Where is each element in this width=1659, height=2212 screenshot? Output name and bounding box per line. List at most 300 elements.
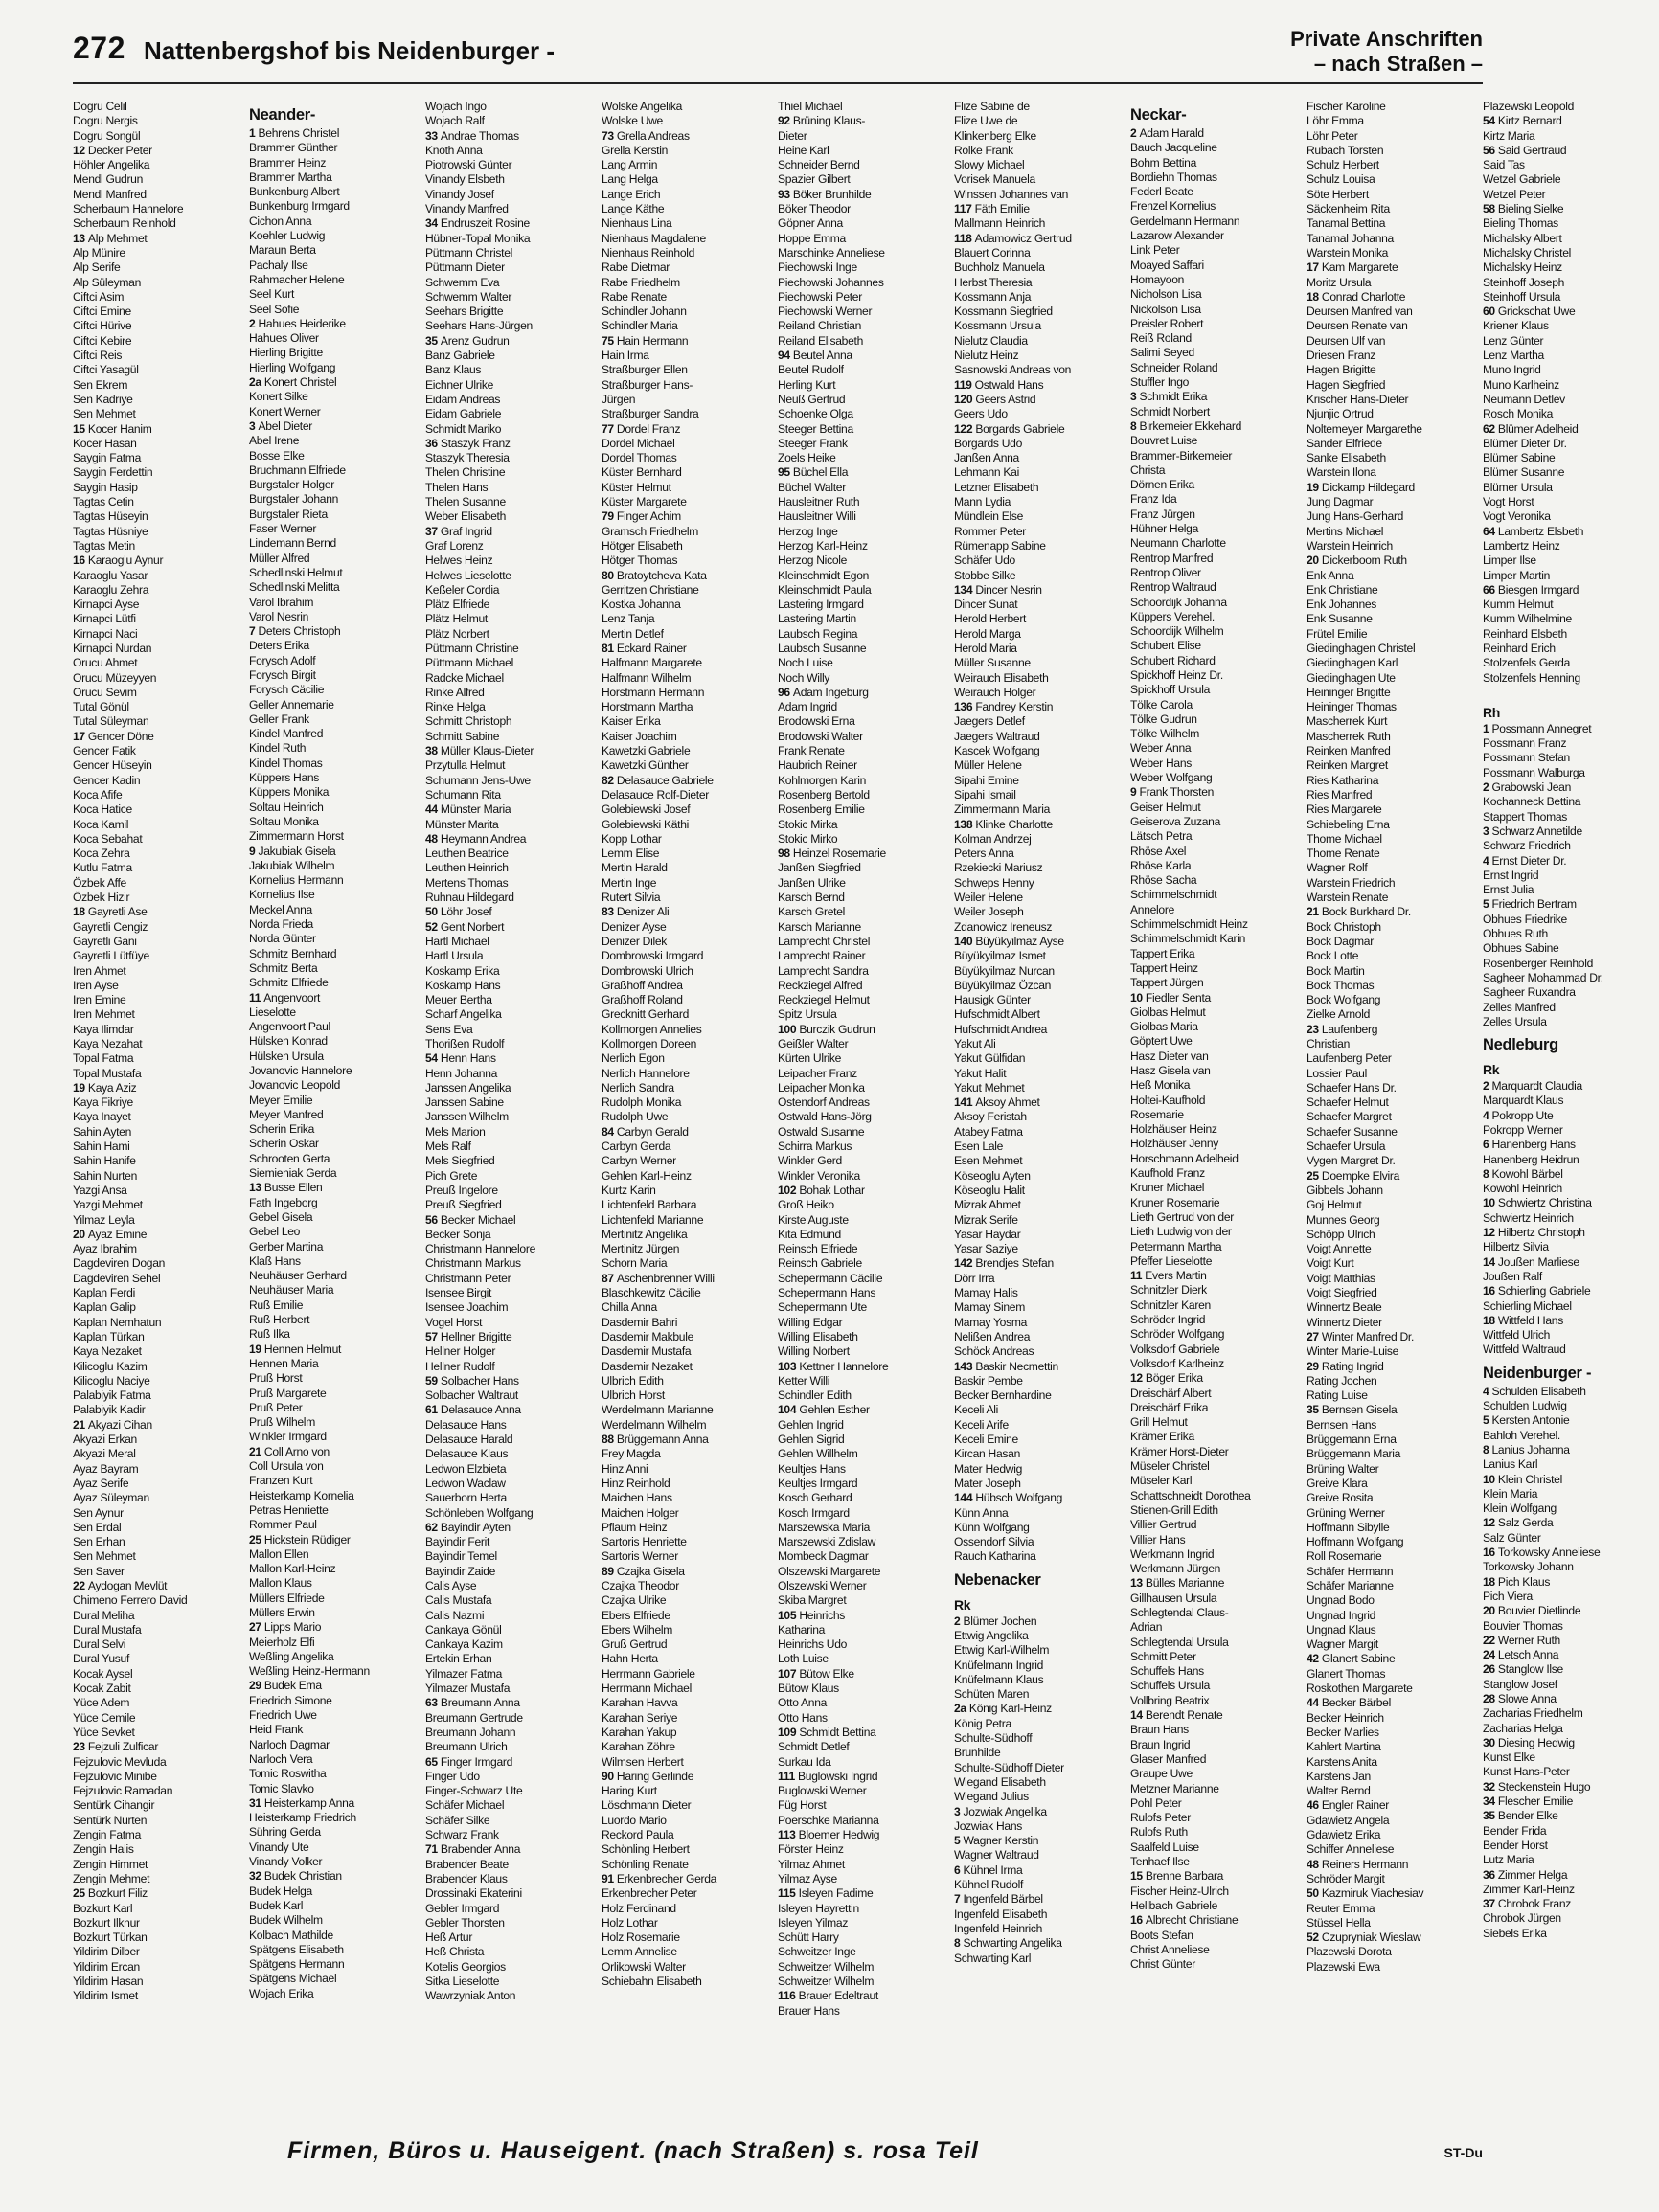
directory-entry: Brammer-Birkemeier	[1130, 448, 1233, 463]
house-number: 63	[425, 1696, 441, 1710]
house-number: 5	[1483, 897, 1492, 912]
directory-entry: Gebler Thorsten	[425, 1915, 505, 1930]
directory-entry: Dasdemir Bahri	[602, 1315, 678, 1329]
directory-entry: Hierling Brigitte	[249, 346, 323, 360]
directory-entry: Nelißen Andrea	[954, 1329, 1031, 1343]
street-heading: Neckar-	[1130, 106, 1187, 124]
directory-entry: Schepermann Hans	[778, 1286, 876, 1300]
directory-entry: Mendl Manfred	[73, 187, 147, 201]
directory-entry: Fath Ingeborg	[249, 1195, 318, 1209]
directory-entry: 136 Fandrey Kerstin	[954, 700, 1054, 714]
directory-entry: Wagner Waltraud	[954, 1848, 1039, 1862]
house-number: 141	[954, 1095, 976, 1110]
house-number: 18	[1483, 1574, 1498, 1589]
house-number: 35	[1483, 1809, 1498, 1823]
directory-entry: Rating Luise	[1307, 1388, 1368, 1403]
directory-entry: Schäfer Hermann	[1307, 1564, 1394, 1578]
directory-entry: Volksdorf Gabriele	[1130, 1342, 1220, 1356]
directory-entry: Akyazi Meral	[73, 1447, 136, 1461]
directory-entry: Deters Erika	[249, 639, 309, 653]
directory-entry: 56 Said Gertraud	[1483, 143, 1567, 157]
directory-entry: Adrian	[1130, 1620, 1163, 1635]
directory-entry: Karsch Marianne	[778, 919, 861, 934]
directory-entry: 65 Finger Irmgard	[425, 1754, 513, 1769]
directory-entry: 88 Brüggemann Anna	[602, 1433, 709, 1447]
directory-entry: Sen Kadriye	[73, 392, 133, 406]
directory-entry: Marszewski Zdislaw	[778, 1535, 876, 1549]
directory-entry: Neuß Gertrud	[778, 392, 846, 406]
directory-entry: Wiegand Elisabeth	[954, 1774, 1046, 1789]
directory-entry: Skiba Margret	[778, 1593, 847, 1608]
directory-entry: Keultjes Hans	[778, 1461, 846, 1476]
directory-entry: Burgstaler Rieta	[249, 507, 328, 521]
directory-entry: Mamay Sinem	[954, 1300, 1025, 1315]
house-number: 19	[73, 1080, 88, 1095]
directory-entry: Kocak Zabit	[73, 1682, 131, 1696]
house-number: 22	[73, 1578, 88, 1592]
directory-entry: Rentrop Manfred	[1130, 551, 1214, 565]
directory-entry: Denizer Dilek	[602, 934, 668, 948]
directory-entry: Kawetzki Günther	[602, 758, 689, 773]
directory-entry: Schäfer Udo	[954, 553, 1015, 568]
directory-entry: Hasz Dieter van	[1130, 1049, 1209, 1063]
directory-entry: Finger-Schwarz Ute	[425, 1784, 523, 1798]
directory-entry: 24 Letsch Anna	[1483, 1648, 1559, 1662]
directory-entry: Kircan Hasan	[954, 1447, 1020, 1461]
directory-entry: Holzhäuser Jenny	[1130, 1137, 1219, 1151]
house-number: 27	[1307, 1329, 1322, 1343]
directory-entry: Kürten Ulrike	[778, 1051, 841, 1066]
directory-entry: Kocer Hasan	[73, 436, 137, 450]
house-number: 60	[1483, 305, 1498, 319]
directory-entry: Fejzulovic Mevluda	[73, 1754, 167, 1769]
directory-entry: 54 Henn Hans	[425, 1051, 496, 1066]
directory-entry: Wojach Erika	[249, 1986, 314, 2000]
directory-entry: Herold Marga	[954, 626, 1021, 641]
directory-entry: Sanke Elisabeth	[1307, 451, 1386, 465]
directory-entry: Schönling Herbert	[602, 1842, 690, 1857]
directory-entry: Schepermann Cäcilie	[778, 1271, 883, 1285]
directory-entry: Schröder Wolfgang	[1130, 1327, 1225, 1342]
directory-entry: Neuhäuser Gerhard	[249, 1269, 347, 1283]
directory-entry: 8 Birkemeier Ekkehard	[1130, 418, 1242, 433]
directory-entry: Thelen Susanne	[425, 495, 506, 509]
directory-entry: 5 Kersten Antonie	[1483, 1413, 1570, 1428]
house-number: 36	[1483, 1867, 1498, 1882]
directory-entry: Gencer Kadin	[73, 773, 141, 787]
directory-entry: Gerdelmann Hermann	[1130, 214, 1240, 228]
house-number: 19	[249, 1342, 264, 1356]
directory-entry: Carbyn Werner	[602, 1154, 676, 1168]
directory-entry: Seehars Brigitte	[425, 305, 504, 319]
directory-entry: Mertinitz Angelika	[602, 1227, 688, 1241]
directory-entry: Böker Theodor	[778, 202, 851, 216]
directory-entry: Yildirim Hasan	[73, 1975, 144, 1988]
directory-entry: Karahan Seriye	[602, 1710, 678, 1725]
house-number: 118	[954, 231, 975, 245]
directory-entry: Drossinaki Ekaterini	[425, 1886, 522, 1901]
directory-entry: Rosenberg Emilie	[778, 802, 865, 817]
directory-entry: Schweitzer Wilhelm	[778, 1959, 875, 1974]
directory-entry: Schneider Bernd	[778, 158, 860, 172]
directory-entry: Piechowski Inge	[778, 260, 857, 275]
directory-entry: Ries Manfred	[1307, 787, 1373, 801]
directory-entry: Kutlu Fatma	[73, 861, 132, 875]
house-number: 83	[602, 905, 617, 919]
directory-entry: Spickhoff Heinz Dr.	[1130, 667, 1223, 682]
directory-entry: Michalsky Christel	[1483, 245, 1572, 260]
directory-entry: Yilmaz Ayse	[778, 1871, 837, 1885]
directory-entry: Greive Rosita	[1307, 1491, 1374, 1505]
directory-entry: Lanius Karl	[1483, 1457, 1538, 1472]
directory-entry: Rutert Silvia	[602, 891, 661, 905]
directory-entry: Mallon Klaus	[249, 1576, 312, 1591]
directory-entry: Alp Süleyman	[73, 275, 142, 289]
directory-entry: 17 Kam Margarete	[1307, 260, 1398, 275]
directory-entry: Scherbaum Reinhold	[73, 216, 176, 231]
directory-entry: Bruchmann Elfriede	[249, 463, 346, 477]
directory-entry: Brammer Martha	[249, 169, 332, 184]
directory-entry: Flize Uwe de	[954, 114, 1018, 128]
directory-entry: Dieter	[778, 128, 807, 143]
directory-entry: Schedlinski Helmut	[249, 565, 343, 579]
directory-entry: Volksdorf Karlheinz	[1130, 1356, 1224, 1370]
directory-entry: Fischer Karoline	[1307, 100, 1386, 113]
house-number: 18	[1307, 289, 1322, 304]
house-number: 84	[602, 1124, 617, 1139]
directory-entry: 21 Akyazi Cihan	[73, 1417, 152, 1432]
directory-entry: Becker Marlies	[1307, 1725, 1379, 1739]
directory-entry: Ingenfeld Elisabeth	[954, 1907, 1048, 1921]
house-number: 16	[1483, 1284, 1498, 1298]
directory-entry: 12 Salz Gerda	[1483, 1516, 1554, 1530]
directory-entry: Kaplan Nemhatun	[73, 1315, 162, 1329]
directory-entry: Lenz Günter	[1483, 333, 1544, 348]
directory-entry: Holz Ferdinand	[602, 1901, 676, 1915]
directory-entry: Lieth Gertrud von der	[1130, 1209, 1234, 1224]
directory-entry: Buglowski Werner	[778, 1784, 867, 1798]
house-number: 18	[73, 905, 88, 919]
directory-entry: Aksoy Feristah	[954, 1110, 1027, 1124]
directory-entry: Dörr Irra	[954, 1271, 995, 1285]
directory-entry: Keceli Arife	[954, 1417, 1009, 1432]
directory-entry: Ruß Ilka	[249, 1327, 290, 1342]
directory-entry: Müller Susanne	[954, 656, 1031, 670]
directory-entry: Christmann Peter	[425, 1271, 511, 1285]
directory-entry: 98 Heinzel Rosemarie	[778, 846, 886, 861]
directory-entry: Warstein Heinrich	[1307, 538, 1393, 553]
directory-entry: 57 Hellner Brigitte	[425, 1329, 512, 1343]
directory-entry: Saygin Hasip	[73, 480, 138, 494]
directory-entry: Hoppe Emma	[778, 231, 846, 245]
directory-entry: Lieselotte	[249, 1004, 296, 1019]
directory-entry: Tanamal Bettina	[1307, 216, 1386, 231]
directory-entry: Gehlen Karl-Heinz	[602, 1168, 692, 1183]
directory-entry: Ciftci Kebire	[73, 333, 132, 348]
directory-entry: Hinz Anni	[602, 1461, 648, 1476]
directory-entry: Laufenberg Peter	[1307, 1051, 1392, 1066]
directory-entry: Brauer Hans	[778, 2003, 840, 2018]
house-number: 80	[602, 568, 617, 582]
directory-entry: Grella Kerstin	[602, 143, 669, 157]
directory-entry: Straßburger Ellen	[602, 363, 688, 377]
directory-entry: Rhöse Karla	[1130, 858, 1192, 872]
directory-entry: 134 Dincer Nesrin	[954, 582, 1042, 597]
directory-entry: Siebels Erika	[1483, 1926, 1547, 1940]
directory-entry: Bender Horst	[1483, 1838, 1548, 1852]
house-number: 65	[425, 1754, 441, 1769]
directory-entry: Saygin Fatma	[73, 451, 142, 465]
directory-entry: Mendl Gudrun	[73, 172, 144, 187]
directory-entry: Pohl Peter	[1130, 1795, 1182, 1810]
directory-entry: Kilicoglu Naciye	[73, 1373, 150, 1388]
directory-entry: Heisterkamp Friedrich	[249, 1811, 356, 1825]
directory-entry: Küster Margarete	[602, 495, 687, 509]
house-number: 3	[249, 418, 259, 433]
directory-entry: Budek Helga	[249, 1884, 312, 1898]
directory-entry: Sen Erhan	[73, 1535, 125, 1549]
directory-entry: Delasauce Harald	[425, 1433, 513, 1447]
directory-entry: 29 Rating Ingrid	[1307, 1359, 1384, 1373]
directory-column	[954, 100, 1130, 2130]
directory-entry: 5 Friedrich Bertram	[1483, 897, 1577, 912]
house-number: 3	[1130, 390, 1140, 404]
directory-entry: Kostka Johanna	[602, 598, 681, 612]
directory-entry: Dombrowski Ulrich	[602, 963, 693, 978]
directory-entry: Henn Johanna	[425, 1066, 498, 1080]
directory-entry: Blümer Dieter Dr.	[1483, 436, 1567, 450]
directory-entry: Mann Lydia	[954, 495, 1011, 509]
directory-entry: Tutal Gönül	[73, 700, 129, 714]
directory-entry: Tölke Wilhelm	[1130, 727, 1200, 741]
directory-entry: Slowy Michael	[954, 158, 1025, 172]
directory-entry: Zoels Heike	[778, 451, 836, 465]
directory-entry: Groß Heiko	[778, 1198, 834, 1212]
directory-entry: Breumann Johann	[425, 1725, 516, 1739]
house-number: 50	[1307, 1886, 1322, 1901]
directory-entry: Özbek Hizir	[73, 891, 130, 905]
directory-entry: Horstmann Martha	[602, 700, 693, 714]
directory-entry: Giolbas Helmut	[1130, 1004, 1206, 1019]
house-number: 1	[249, 126, 259, 140]
directory-entry: Schmitt Sabine	[425, 729, 500, 743]
directory-entry: Staszyk Theresia	[425, 451, 510, 465]
directory-entry: Giolbas Maria	[1130, 1020, 1198, 1034]
directory-entry: Nielutz Heinz	[954, 349, 1019, 363]
directory-entry: 44 Münster Maria	[425, 802, 511, 817]
directory-entry: Rommer Paul	[249, 1518, 317, 1532]
directory-entry: Geißler Walter	[778, 1037, 849, 1050]
directory-entry: Mallon Karl-Heinz	[249, 1562, 336, 1576]
directory-entry: Hain Irma	[602, 349, 649, 363]
directory-entry: Flize Sabine de	[954, 100, 1030, 113]
directory-entry: Dreischärf Albert	[1130, 1386, 1212, 1400]
directory-entry: Janssen Wilhelm	[425, 1110, 509, 1124]
directory-entry: Steeger Frank	[778, 436, 848, 450]
directory-entry: 19 Dickamp Hildegard	[1307, 480, 1415, 494]
district-code: Rh	[1483, 704, 1501, 720]
directory-entry: Spickhoff Ursula	[1130, 683, 1211, 697]
directory-entry: Yüce Sevket	[73, 1725, 135, 1739]
directory-entry: Graßhoff Andrea	[602, 978, 683, 992]
directory-entry: Zimmer Karl-Heinz	[1483, 1882, 1575, 1896]
directory-entry: 66 Biesgen Irmgard	[1483, 582, 1579, 597]
directory-entry: Bozkurt Karl	[73, 1901, 133, 1915]
house-number: 14	[1483, 1254, 1498, 1269]
directory-entry: Vygen Margret Dr.	[1307, 1154, 1396, 1168]
directory-entry: Mascherrek Ruth	[1307, 729, 1391, 743]
directory-entry: 84 Carbyn Gerald	[602, 1124, 689, 1139]
directory-entry: Mater Hedwig	[954, 1461, 1023, 1476]
directory-entry: 94 Beutel Anna	[778, 349, 852, 363]
directory-entry: Kolman Andrzej	[954, 831, 1032, 846]
directory-entry: Dogru Nergis	[73, 114, 138, 128]
directory-entry: Sen Saver	[73, 1564, 125, 1578]
directory-entry: Künn Wolfgang	[954, 1520, 1030, 1534]
directory-entry: 10 Fiedler Senta	[1130, 990, 1211, 1004]
directory-entry: Nerlich Hannelore	[602, 1066, 690, 1080]
directory-entry: Burgstaler Holger	[249, 478, 335, 492]
directory-entry: Bayindir Zaide	[425, 1564, 496, 1578]
house-number: 6	[1483, 1138, 1492, 1152]
directory-entry: Bordiehn Thomas	[1130, 169, 1217, 184]
directory-entry: 3 Abel Dieter	[249, 418, 313, 433]
directory-entry: Horschmann Adelheid	[1130, 1151, 1239, 1165]
directory-entry: Preuß Siegfried	[425, 1198, 502, 1212]
directory-entry: Wetzel Gabriele	[1483, 172, 1561, 187]
house-number: 54	[425, 1051, 441, 1066]
directory-entry: Karsch Bernd	[778, 891, 845, 905]
house-number: 37	[1483, 1897, 1498, 1911]
house-number: 24	[1483, 1648, 1498, 1662]
directory-entry: Otto Hans	[778, 1710, 828, 1725]
directory-entry: Hausleitner Ruth	[778, 495, 860, 509]
directory-entry: Kohlmorgen Karin	[778, 773, 867, 787]
directory-entry: Tagtas Hüsniye	[73, 524, 148, 538]
directory-entry: Karaoglu Zehra	[73, 582, 149, 597]
directory-entry: Jung Dagmar	[1307, 495, 1374, 509]
directory-entry: Bock Wolfgang	[1307, 993, 1381, 1007]
directory-entry: Brüning Walter	[1307, 1461, 1379, 1476]
directory-entry: 81 Eckard Rainer	[602, 641, 687, 655]
directory-entry: 116 Brauer Edeltraut	[778, 1989, 878, 2003]
directory-entry: Schneider Roland	[1130, 360, 1218, 374]
directory-entry: Faser Werner	[249, 522, 317, 536]
directory-entry: Halfmann Wilhelm	[602, 670, 692, 685]
directory-entry: Kollmorgen Annelies	[602, 1022, 702, 1036]
directory-columns	[73, 100, 1603, 2130]
directory-entry: Stuffler Ingo	[1130, 375, 1190, 390]
directory-entry: Löhr Peter	[1307, 128, 1358, 143]
directory-entry: Weirauch Holger	[954, 685, 1036, 699]
section-title: Private Anschriften	[1290, 27, 1483, 51]
directory-entry: Annelore	[1130, 902, 1175, 916]
directory-entry: Rudolph Uwe	[602, 1110, 669, 1124]
directory-entry: Angenvoort Paul	[249, 1020, 330, 1034]
directory-entry: 93 Böker Brunhilde	[778, 187, 872, 201]
directory-entry: Stolzenfels Gerda	[1483, 656, 1571, 670]
directory-entry: Gayretli Gani	[73, 934, 137, 948]
directory-entry: Bieling Thomas	[1483, 216, 1558, 231]
directory-entry: Hülsken Konrad	[249, 1034, 328, 1049]
directory-entry: Dogru Songül	[73, 128, 141, 143]
directory-entry: Blümer Sabine	[1483, 451, 1556, 465]
directory-entry: Küppers Hans	[249, 771, 320, 785]
directory-entry: Zelles Ursula	[1483, 1014, 1547, 1028]
directory-entry: Graf Lorenz	[425, 538, 484, 553]
directory-entry: Noch Luise	[778, 656, 833, 670]
directory-entry: Peters Anna	[954, 846, 1014, 861]
directory-entry: Becker Bernhardine	[954, 1388, 1052, 1403]
directory-entry: Ruhnau Hildegard	[425, 891, 514, 905]
directory-entry: Hanenberg Heidrun	[1483, 1152, 1579, 1166]
directory-entry: Lamprecht Rainer	[778, 949, 866, 963]
directory-entry: 144 Hübsch Wolfgang	[954, 1491, 1063, 1505]
directory-entry: Deursen Ulf van	[1307, 333, 1386, 348]
directory-entry: Schnitzler Karen	[1130, 1298, 1211, 1312]
directory-entry: Kaiser Joachim	[602, 729, 677, 743]
directory-entry: 54 Kirtz Bernard	[1483, 114, 1562, 128]
house-number: 9	[249, 844, 259, 858]
directory-entry: Eichner Ulrike	[425, 377, 494, 392]
directory-entry: Stienen-Grill Edith	[1130, 1502, 1218, 1517]
directory-entry: 1 Behrens Christel	[249, 126, 340, 140]
directory-entry: Horstmann Hermann	[602, 685, 705, 699]
directory-entry: Weber Elisabeth	[425, 509, 507, 524]
directory-entry: Herzog Nicole	[778, 553, 848, 568]
directory-entry: Herbst Theresia	[954, 275, 1033, 289]
directory-entry: 16 Karaoglu Aynur	[73, 553, 164, 568]
directory-entry: Gerritzen Christiane	[602, 582, 699, 597]
directory-entry: 28 Slowe Anna	[1483, 1691, 1557, 1705]
directory-entry: Forysch Birgit	[249, 667, 316, 682]
directory-entry: Herzog Karl-Heinz	[778, 538, 868, 553]
directory-entry: Isleyen Hayrettin	[778, 1901, 859, 1915]
directory-entry: Graupe Uwe	[1130, 1767, 1193, 1781]
directory-entry: Jaegers Waltraud	[954, 729, 1040, 743]
directory-entry: Preisler Robert	[1130, 316, 1204, 330]
directory-entry: Krischer Hans-Dieter	[1307, 392, 1409, 406]
directory-entry: Bosse Elke	[249, 448, 305, 463]
directory-entry: 38 Müller Klaus-Dieter	[425, 744, 534, 758]
directory-entry: 117 Fäth Emilie	[954, 202, 1030, 216]
directory-entry: Rzekiecki Mariusz	[954, 861, 1043, 875]
directory-entry: Muno Karlheinz	[1483, 377, 1559, 392]
directory-entry: 19 Hennen Helmut	[249, 1342, 342, 1356]
directory-entry: 62 Blümer Adelheid	[1483, 421, 1579, 436]
directory-entry: Stobbe Silke	[954, 568, 1016, 582]
directory-entry: Reinken Manfred	[1307, 744, 1391, 758]
directory-entry: Yakut Gülfidan	[954, 1051, 1026, 1066]
house-number: 23	[73, 1740, 88, 1754]
directory-entry: Werkmann Jürgen	[1130, 1562, 1221, 1576]
house-number: 44	[1307, 1696, 1322, 1710]
directory-entry: Schorn Maria	[602, 1256, 668, 1271]
directory-entry: Norda Frieda	[249, 917, 313, 932]
directory-entry: 95 Büchel Ella	[778, 465, 849, 480]
directory-entry: Orucu Sevim	[73, 685, 137, 699]
directory-entry: Isleyen Yilmaz	[778, 1915, 849, 1930]
directory-entry: Müller Helene	[954, 758, 1022, 773]
house-number: 30	[1483, 1735, 1498, 1749]
directory-entry: Schwarz Friedrich	[1483, 839, 1571, 853]
directory-entry: Greive Klara	[1307, 1476, 1368, 1490]
directory-entry: Banz Gabriele	[425, 349, 495, 363]
directory-entry: Mertin Detlef	[602, 626, 664, 641]
directory-entry: Müller Alfred	[249, 551, 310, 565]
directory-entry: Torkowsky Johann	[1483, 1560, 1574, 1574]
directory-entry: Lemm Elise	[602, 846, 660, 861]
